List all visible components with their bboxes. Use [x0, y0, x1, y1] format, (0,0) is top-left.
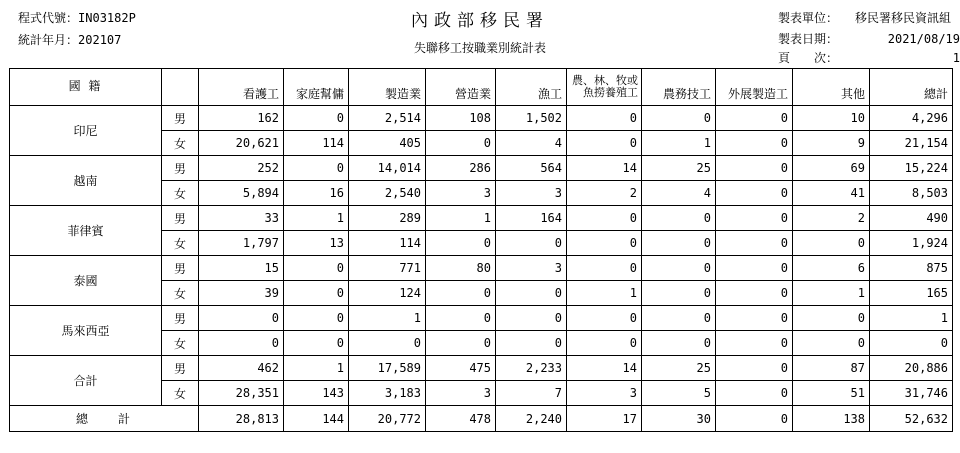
value-cell: 2 — [793, 206, 870, 231]
report-date — [778, 29, 960, 49]
grand-total-cell: 2,240 — [496, 406, 567, 432]
column-header: 看護工 — [199, 69, 284, 106]
value-cell: 0 — [642, 206, 716, 231]
value-cell: 0 — [426, 331, 496, 356]
sex-cell: 女 — [162, 381, 199, 406]
grand-total-label: 總 計 — [10, 406, 199, 432]
value-cell: 124 — [349, 281, 426, 306]
grand-total-cell: 52,632 — [870, 406, 953, 432]
table-row — [10, 106, 953, 131]
page-title: 內政部移民署 — [411, 11, 549, 31]
value-cell: 0 — [284, 281, 349, 306]
value-cell: 0 — [567, 331, 642, 356]
value-cell: 2,540 — [349, 181, 426, 206]
page-label: 頁 次： — [778, 51, 839, 65]
value-cell: 0 — [199, 331, 284, 356]
column-header: 家庭幫傭 — [284, 69, 349, 106]
sex-cell: 男 — [162, 156, 199, 181]
value-cell: 0 — [642, 281, 716, 306]
value-cell: 0 — [284, 306, 349, 331]
country-cell: 泰國 — [10, 256, 162, 306]
program-label: 程式代號： — [18, 11, 79, 25]
value-cell: 0 — [426, 306, 496, 331]
value-cell: 164 — [496, 206, 567, 231]
value-cell: 0 — [716, 331, 793, 356]
value-cell: 1 — [284, 356, 349, 381]
value-cell: 1 — [284, 206, 349, 231]
grand-total-cell: 20,772 — [349, 406, 426, 432]
value-cell: 143 — [284, 381, 349, 406]
country-column-header: 國 籍 — [10, 69, 162, 106]
value-cell: 0 — [716, 231, 793, 256]
grand-total-row — [10, 406, 953, 432]
column-header: 農務技工 — [642, 69, 716, 106]
value-cell: 14,014 — [349, 156, 426, 181]
value-cell: 10 — [793, 106, 870, 131]
column-header: 製造業 — [349, 69, 426, 106]
value-cell: 3 — [496, 256, 567, 281]
value-cell: 114 — [349, 231, 426, 256]
value-cell: 0 — [716, 131, 793, 156]
value-cell: 0 — [284, 331, 349, 356]
sex-cell: 女 — [162, 331, 199, 356]
country-cell: 印尼 — [10, 106, 162, 156]
value-cell: 15,224 — [870, 156, 953, 181]
value-cell: 3 — [426, 181, 496, 206]
value-cell: 2,233 — [496, 356, 567, 381]
value-cell: 0 — [793, 331, 870, 356]
date-value: 2021/08/19 — [887, 32, 960, 46]
value-cell: 3 — [496, 181, 567, 206]
value-cell: 25 — [642, 156, 716, 181]
table-row — [10, 256, 953, 281]
header-row — [10, 69, 953, 106]
column-header: 其他 — [793, 69, 870, 106]
value-cell: 5 — [642, 381, 716, 406]
value-cell: 0 — [716, 306, 793, 331]
page-subtitle: 失聯移工按職業別統計表 — [413, 41, 546, 55]
value-cell: 0 — [426, 231, 496, 256]
value-cell: 462 — [199, 356, 284, 381]
sex-cell: 男 — [162, 356, 199, 381]
value-cell: 1 — [793, 281, 870, 306]
sex-cell: 女 — [162, 181, 199, 206]
value-cell: 16 — [284, 181, 349, 206]
value-cell: 0 — [793, 231, 870, 256]
value-cell: 0 — [496, 306, 567, 331]
value-cell: 0 — [284, 106, 349, 131]
value-cell: 1 — [567, 281, 642, 306]
sex-column-header — [162, 69, 199, 106]
value-cell: 0 — [426, 281, 496, 306]
value-cell: 564 — [496, 156, 567, 181]
sex-cell: 男 — [162, 256, 199, 281]
value-cell: 9 — [793, 131, 870, 156]
value-cell: 1 — [870, 306, 953, 331]
value-cell: 1,502 — [496, 106, 567, 131]
value-cell: 0 — [567, 106, 642, 131]
value-cell: 33 — [199, 206, 284, 231]
value-cell: 165 — [870, 281, 953, 306]
column-header: 營造業 — [426, 69, 496, 106]
value-cell: 0 — [349, 331, 426, 356]
value-cell: 0 — [284, 256, 349, 281]
column-header: 農、林、牧或魚撈養殖工 — [567, 69, 642, 106]
value-cell: 475 — [426, 356, 496, 381]
value-cell: 0 — [496, 231, 567, 256]
program-code-value: IN03182P — [78, 11, 136, 25]
value-cell: 1,797 — [199, 231, 284, 256]
value-cell: 2 — [567, 181, 642, 206]
value-cell: 4 — [496, 131, 567, 156]
value-cell: 0 — [199, 306, 284, 331]
value-cell: 4,296 — [870, 106, 953, 131]
sex-cell: 女 — [162, 231, 199, 256]
grand-total-cell: 17 — [567, 406, 642, 432]
value-cell: 0 — [716, 156, 793, 181]
value-cell: 1 — [642, 131, 716, 156]
column-header: 漁工 — [496, 69, 567, 106]
value-cell: 39 — [199, 281, 284, 306]
value-cell: 0 — [567, 131, 642, 156]
value-cell: 0 — [716, 356, 793, 381]
value-cell: 405 — [349, 131, 426, 156]
report-unit — [778, 8, 960, 28]
value-cell: 114 — [284, 131, 349, 156]
value-cell: 41 — [793, 181, 870, 206]
sex-cell: 男 — [162, 206, 199, 231]
table-row — [10, 356, 953, 381]
value-cell: 108 — [426, 106, 496, 131]
value-cell: 875 — [870, 256, 953, 281]
country-cell: 馬來西亞 — [10, 306, 162, 356]
value-cell: 1 — [426, 206, 496, 231]
value-cell: 6 — [793, 256, 870, 281]
value-cell: 490 — [870, 206, 953, 231]
column-header: 外展製造工 — [716, 69, 793, 106]
value-cell: 0 — [642, 331, 716, 356]
sex-cell: 男 — [162, 106, 199, 131]
value-cell: 80 — [426, 256, 496, 281]
value-cell: 31,746 — [870, 381, 953, 406]
value-cell: 69 — [793, 156, 870, 181]
value-cell: 0 — [567, 256, 642, 281]
value-cell: 286 — [426, 156, 496, 181]
value-cell: 1 — [349, 306, 426, 331]
value-cell: 1,924 — [870, 231, 953, 256]
table-row — [10, 156, 953, 181]
value-cell: 0 — [716, 381, 793, 406]
value-cell: 162 — [199, 106, 284, 131]
value-cell: 0 — [567, 306, 642, 331]
page-number — [778, 48, 960, 68]
country-cell: 菲律賓 — [10, 206, 162, 256]
value-cell: 0 — [642, 106, 716, 131]
date-label: 製表日期： — [778, 32, 839, 46]
value-cell: 3,183 — [349, 381, 426, 406]
value-cell: 252 — [199, 156, 284, 181]
country-cell: 越南 — [10, 156, 162, 206]
value-cell: 0 — [496, 281, 567, 306]
value-cell: 0 — [870, 331, 953, 356]
statistics-table — [9, 68, 953, 432]
value-cell: 28,351 — [199, 381, 284, 406]
sex-cell: 女 — [162, 131, 199, 156]
grand-total-cell: 28,813 — [199, 406, 284, 432]
value-cell: 25 — [642, 356, 716, 381]
value-cell: 17,589 — [349, 356, 426, 381]
value-cell: 14 — [567, 356, 642, 381]
value-cell: 3 — [567, 381, 642, 406]
grand-total-cell: 138 — [793, 406, 870, 432]
value-cell: 13 — [284, 231, 349, 256]
value-cell: 0 — [716, 181, 793, 206]
value-cell: 0 — [496, 331, 567, 356]
period-label: 統計年月： — [18, 33, 79, 47]
value-cell: 289 — [349, 206, 426, 231]
value-cell: 0 — [716, 106, 793, 131]
page-value: 1 — [952, 51, 960, 65]
value-cell: 5,894 — [199, 181, 284, 206]
value-cell: 0 — [567, 231, 642, 256]
value-cell: 0 — [793, 306, 870, 331]
value-cell: 771 — [349, 256, 426, 281]
value-cell: 0 — [642, 256, 716, 281]
value-cell: 2,514 — [349, 106, 426, 131]
unit-value: 移民署移民資訊組 — [855, 11, 952, 25]
value-cell: 21,154 — [870, 131, 953, 156]
value-cell: 51 — [793, 381, 870, 406]
value-cell: 0 — [716, 281, 793, 306]
period-value: 202107 — [78, 33, 122, 47]
value-cell: 0 — [567, 206, 642, 231]
grand-total-cell: 478 — [426, 406, 496, 432]
value-cell: 0 — [716, 206, 793, 231]
sex-cell: 女 — [162, 281, 199, 306]
table-body — [10, 106, 953, 432]
value-cell: 3 — [426, 381, 496, 406]
value-cell: 87 — [793, 356, 870, 381]
value-cell: 0 — [426, 131, 496, 156]
value-cell: 20,621 — [199, 131, 284, 156]
value-cell: 0 — [284, 156, 349, 181]
column-header: 總計 — [870, 69, 953, 106]
sex-cell: 男 — [162, 306, 199, 331]
table-row — [10, 206, 953, 231]
value-cell: 20,886 — [870, 356, 953, 381]
table-row — [10, 306, 953, 331]
grand-total-cell: 0 — [716, 406, 793, 432]
value-cell: 0 — [716, 256, 793, 281]
grand-total-cell: 30 — [642, 406, 716, 432]
value-cell: 15 — [199, 256, 284, 281]
country-cell: 合計 — [10, 356, 162, 406]
value-cell: 0 — [642, 231, 716, 256]
value-cell: 0 — [642, 306, 716, 331]
value-cell: 7 — [496, 381, 567, 406]
value-cell: 14 — [567, 156, 642, 181]
unit-label: 製表單位： — [778, 11, 839, 25]
grand-total-cell: 144 — [284, 406, 349, 432]
value-cell: 8,503 — [870, 181, 953, 206]
value-cell: 4 — [642, 181, 716, 206]
